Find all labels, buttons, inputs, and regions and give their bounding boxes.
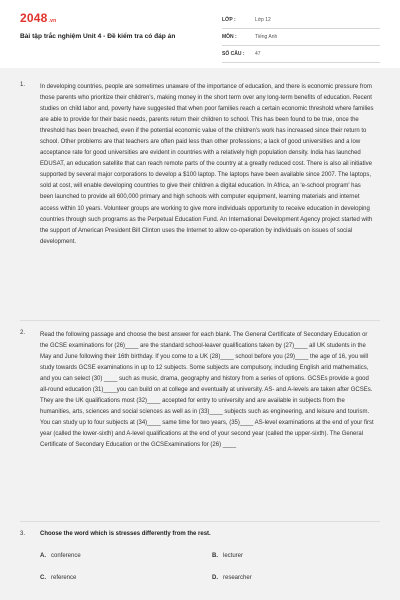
question-number: 2. (20, 330, 26, 336)
question-number: 1. (20, 82, 26, 88)
question-text: Choose the word which is stresses differently from the rest. (40, 531, 211, 537)
option-a[interactable] (40, 553, 81, 559)
question-text: Read the following passage and choose the best answer for each blank. The General Certificate of Secondary Education or the GCSE examinations for (26)____ are the standard school-leaver qualifications taken by (27)____ all UK students in the May and June following their 16th birthday. If you come to a UK (28)____ school before you (29)____ the age of 16, you will study towards GCSE examinations in up to 12 subjects. Some subjects are compulsory, including English arid mathematics, and you can select (30) ____ such as music, drama, geography and history from a series of options. GCSEs provide a good all-round education (31)____you can build on at college and eventually at university. AS- and A-levels are taken after GCSEs. They are the UK qualifications most (32)____ accepted for entry to university and are available in subjects from the humanities, arts, sciences and social sciences as well as in (33)____ subjects such as engineering, and leisure and tourism. You can study up to four subjects at (34)____ same time for two years, (35)____ AS-level examinations at the end of your first year (called the lower-sixth) and A-level qualifications at the end of your second year (called the upper-sixth). The General Certificate of Secondary Education or the GCSExaminations for (26) ____ (40, 332, 374, 449)
question-number: 3. (20, 531, 26, 537)
meta-key: MÔN : (222, 34, 237, 40)
option-text: conference (51, 553, 81, 559)
site-logo[interactable] (20, 11, 56, 25)
meta-value: Lớp 12 (255, 17, 271, 23)
page-title: Bài tập trắc nghiệm Unit 4 - Đề kiểm tra có đáp án (20, 33, 176, 40)
meta-row-subject (222, 29, 380, 46)
question-list (0, 68, 400, 600)
meta-key: SỐ CÂU : (222, 51, 245, 57)
option-letter: A. (40, 553, 46, 559)
logo-main: 2048 (20, 11, 48, 25)
question-2 (20, 330, 380, 510)
option-letter: C. (40, 575, 46, 581)
meta-row-class (222, 12, 380, 29)
option-letter: D. (212, 575, 218, 581)
divider (20, 521, 380, 522)
meta-table (222, 12, 380, 63)
option-c[interactable] (40, 575, 76, 581)
question-3 (20, 531, 380, 591)
meta-row-count (222, 46, 380, 63)
question-1 (20, 82, 380, 292)
meta-value: Tiếng Anh (255, 34, 278, 40)
meta-value: 47 (255, 51, 261, 57)
header (0, 0, 400, 68)
option-text: lecturer (223, 553, 244, 559)
option-text: reference (51, 575, 77, 581)
option-b[interactable] (212, 553, 243, 559)
meta-key: LỚP : (222, 17, 236, 23)
divider (20, 320, 380, 321)
option-d[interactable] (212, 575, 252, 581)
logo-sub: .vn (48, 18, 57, 24)
option-letter: B. (212, 553, 218, 559)
option-text: researcher (223, 575, 252, 581)
question-text: In developing countries, people are sometimes unaware of the importance of education, and there is economic pressure from those parents who prioritize their children's, making money in the short term over any long-term benefits of education. Recent studies on child labor and, poverty have suggested that when poor families reach a certain economic threshold where families are able to provide for their basic needs, parents return their children to school. This has been found to be true, once the threshold has been breached, even if the potential economic value of the children's work has increased since their return to school. Other problems are that teachers are often paid less than other professions; a lack of good universities and a low acceptance rate for good universities are evident in countries with a relatively high population density. India has launched EDUSAT, an education satellite that can reach remote parts of the country at a greatly reduced cost. There is also ail initiative supported by several major corporations to develop a $100 laptop. The laptops have been available since 2007. The laptops, sold at cost, will enable developing countries to give their children a digital education. In Africa, an 'e-school program' has been launched to provide all 600,000 primary and high schools with computer equipment, learning materials and internet access within 10 years. Volunteer groups are working to give more individuals opportunity to receive education in developing countries through such programs as the Perpetual Education Fund. An International Development Agency project started with the support of American President Bill Clinton uses the Internet to allow co-operation by individuals on issues of social development. (40, 84, 374, 245)
